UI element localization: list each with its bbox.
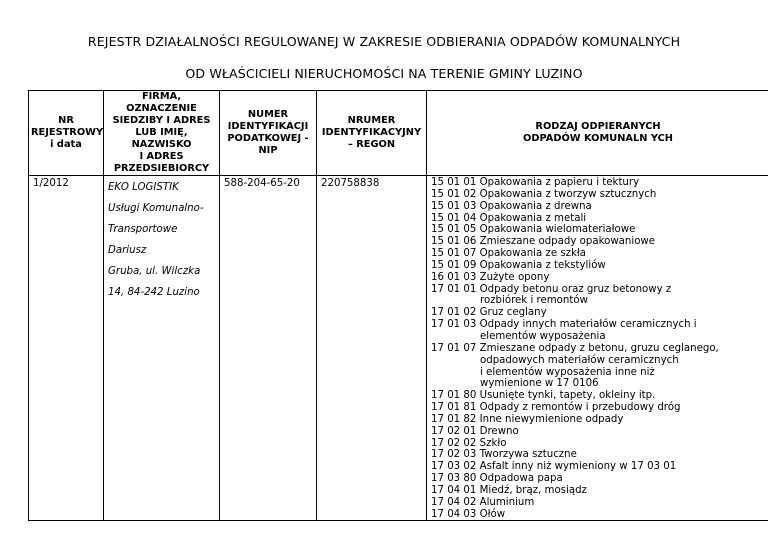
waste-code: 17 03 02 xyxy=(431,461,477,473)
waste-code: 17 04 03 xyxy=(431,508,477,520)
company-details-line: EKO LOGISTIK xyxy=(108,182,179,193)
waste-description: Ołów xyxy=(479,508,506,520)
waste-description: Gruz ceglany xyxy=(479,307,547,319)
header-firm-line: LUB IMIĘ, NAZWISKO xyxy=(131,127,192,150)
waste-description-continued: rozbiórek i remontów xyxy=(480,295,588,307)
list-item xyxy=(431,402,768,414)
header-waste-types-line: RODZAJ ODPIERANYCH xyxy=(535,121,661,132)
header-nip-line: NIP xyxy=(258,145,278,156)
waste-code: 17 02 01 xyxy=(431,425,477,437)
registry-number: 1/2012 xyxy=(29,176,104,521)
header-nr xyxy=(29,91,104,176)
waste-description: Odpady z remontów i przebudowy dróg xyxy=(479,402,681,414)
list-item xyxy=(431,485,768,497)
waste-description: Odpadowa papa xyxy=(479,473,563,485)
waste-description: Odpady betonu oraz gruz betonowy z xyxy=(479,283,672,295)
header-regon xyxy=(317,91,427,176)
header-firm-line: I ADRES xyxy=(139,151,184,162)
waste-description-continued: i elementów wyposażenia inne niż xyxy=(480,366,655,378)
nip-number: 588-204-65-20 xyxy=(220,176,317,521)
list-item xyxy=(431,426,768,438)
waste-description: Zmieszane odpady opakowaniowe xyxy=(479,236,656,248)
header-nr-line: i data xyxy=(50,139,82,150)
waste-description: Aluminium xyxy=(479,496,535,508)
waste-code: 15 01 09 xyxy=(431,259,477,271)
waste-description: Opakowania z tekstyliów xyxy=(479,259,606,271)
regon-number: 220758838 xyxy=(317,176,427,521)
company-details-line: Usługi Komunalno- xyxy=(108,203,204,214)
header-firm-line: FIRMA, OZNACZENIE xyxy=(126,91,197,114)
waste-description: Inne niewymienione odpady xyxy=(479,413,624,425)
header-nr-line: NR xyxy=(58,115,74,126)
waste-code: 15 01 03 xyxy=(431,200,477,212)
waste-code: 16 01 03 xyxy=(431,271,477,283)
header-nip-line: PODATKOWEJ - xyxy=(227,133,309,144)
list-item xyxy=(431,284,768,296)
list-item xyxy=(431,248,768,260)
list-item xyxy=(431,272,768,284)
waste-description: Zużyte opony xyxy=(479,271,550,283)
waste-code: 17 01 82 xyxy=(431,413,477,425)
header-firm-line: SIEDZIBY I ADRES xyxy=(112,115,211,126)
company-details-line: Transportowe Dariusz xyxy=(108,224,178,256)
waste-description: Tworzywa sztuczne xyxy=(479,449,577,461)
header-regon-line: IDENTYFIKACYJNY xyxy=(321,127,422,138)
register-table xyxy=(28,90,768,521)
waste-description: Opakowania wielomateriałowe xyxy=(479,224,636,236)
list-item xyxy=(431,213,768,225)
waste-description: Asfalt inny niż wymieniony w 17 03 01 xyxy=(479,461,677,473)
header-regon-line: NRUMER xyxy=(347,115,396,126)
waste-code: 17 01 80 xyxy=(431,390,477,402)
waste-code: 15 01 07 xyxy=(431,248,477,260)
company-details xyxy=(104,176,220,521)
table-row xyxy=(29,176,768,521)
list-item xyxy=(431,224,768,236)
list-item xyxy=(431,236,768,248)
list-item xyxy=(431,177,768,189)
waste-code: 17 02 03 xyxy=(431,449,477,461)
waste-description: Miedź, brąz, mosiądz xyxy=(479,484,587,496)
waste-description: Usunięte tynki, tapety, okleiny itp. xyxy=(479,390,656,402)
list-item xyxy=(431,307,768,319)
waste-description: Drewno xyxy=(479,425,519,437)
waste-description: Opakowania z papieru i tektury xyxy=(479,177,640,188)
register-title-line-2: OD WŁAŚCICIELI NIERUCHOMOŚCI NA TERENIE GMINY LUZINO xyxy=(185,66,583,81)
waste-code: 15 01 02 xyxy=(431,188,477,200)
register-title-line-1: REJESTR DZIAŁALNOŚCI REGULOWANEJ W ZAKRESIE ODBIERANIA ODPADÓW KOMUNALNYCH xyxy=(87,34,681,49)
list-item xyxy=(431,509,768,521)
company-details-line: 14, 84-242 Luzino xyxy=(108,287,200,298)
list-item xyxy=(431,319,768,331)
waste-description: Opakowania z drewna xyxy=(479,200,592,212)
waste-code: 17 04 02 xyxy=(431,496,477,508)
waste-description-continued: elementów wyposażenia xyxy=(480,330,606,342)
waste-description: Opakowania z tworzyw sztucznych xyxy=(479,188,657,200)
list-item xyxy=(431,260,768,272)
list-item xyxy=(431,461,768,473)
list-item xyxy=(431,189,768,201)
waste-description: Odpady innych materiałów ceramicznych i xyxy=(479,319,697,331)
header-waste-types-line: ODPADÓW KOMUNALN YCH xyxy=(523,133,673,144)
list-item xyxy=(431,449,768,461)
header-nip-line: IDENTYFIKACJI xyxy=(227,121,309,132)
header-row xyxy=(29,91,768,176)
waste-code: 17 01 03 xyxy=(431,319,477,331)
list-item xyxy=(431,343,768,355)
list-item xyxy=(431,390,768,402)
header-nr-line: REJESTROWY xyxy=(31,127,104,138)
waste-code: 15 01 01 xyxy=(431,177,477,188)
header-firm-line: PRZEDSIEBIORCY xyxy=(113,163,210,174)
list-item xyxy=(431,497,768,509)
waste-code: 15 01 04 xyxy=(431,212,477,224)
waste-codes-list xyxy=(427,176,768,521)
waste-description: Opakowania z metali xyxy=(479,212,587,224)
company-details-line: Gruba, ul. Wilczka xyxy=(108,266,201,277)
waste-code: 17 01 02 xyxy=(431,307,477,319)
waste-description-continued: odpadowych materiałów ceramicznych xyxy=(480,354,679,366)
waste-code: 15 01 06 xyxy=(431,236,477,248)
list-item xyxy=(431,438,768,450)
waste-code: 17 02 02 xyxy=(431,437,477,449)
waste-code: 15 01 05 xyxy=(431,224,477,236)
header-waste-types xyxy=(427,91,768,176)
waste-description: Szkło xyxy=(479,437,507,449)
waste-code: 17 01 01 xyxy=(431,283,477,295)
waste-code: 17 01 07 xyxy=(431,342,477,354)
header-regon-line: – REGON xyxy=(347,139,396,150)
header-nip xyxy=(220,91,317,176)
list-item xyxy=(431,414,768,426)
header-firm xyxy=(104,91,220,176)
waste-description-continued: wymienione w 17 0106 xyxy=(480,378,599,390)
waste-description: Opakowania ze szkła xyxy=(479,248,587,260)
waste-code: 17 03 80 xyxy=(431,473,477,485)
waste-code: 17 04 01 xyxy=(431,484,477,496)
waste-description: Zmieszane odpady z betonu, gruzu ceglanego, xyxy=(479,342,719,354)
list-item xyxy=(431,473,768,485)
header-nip-line: NUMER xyxy=(247,109,289,120)
waste-code: 17 01 81 xyxy=(431,402,477,414)
list-item xyxy=(431,201,768,213)
